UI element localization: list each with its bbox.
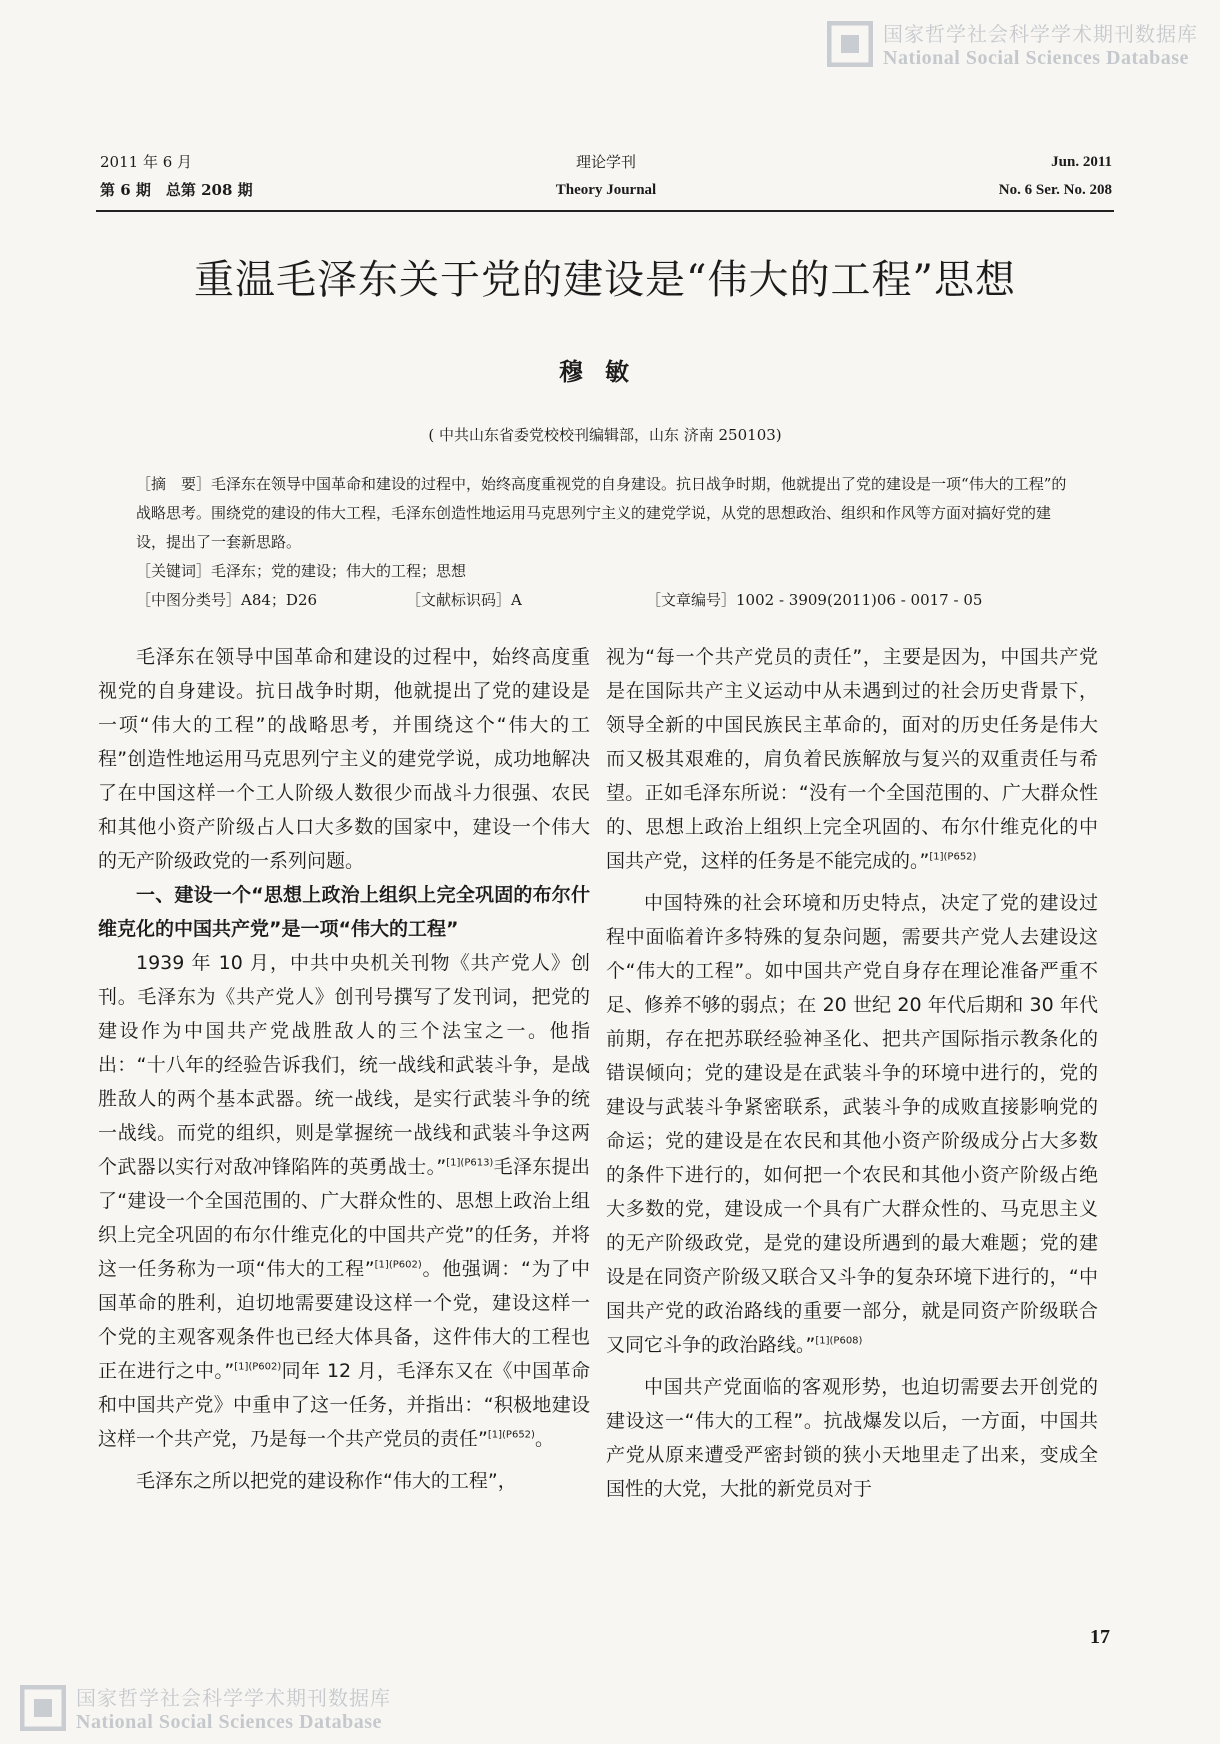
header-rule	[96, 210, 1114, 212]
citation: [1](P602)	[374, 1259, 422, 1271]
class-label: ［中图分类号］	[136, 591, 242, 609]
abstract-paragraph	[136, 470, 1072, 557]
citation: [1](P613)	[446, 1157, 494, 1169]
page-number: 17	[1090, 1626, 1110, 1648]
citation: [1](P608)	[815, 1335, 863, 1347]
header-date: 2011 年 6 月	[100, 153, 193, 171]
keywords-line	[136, 557, 1072, 586]
doc-code	[406, 586, 646, 615]
journal-header	[100, 148, 1112, 210]
doc-value: A	[511, 591, 522, 609]
article-title: 重温毛泽东关于党的建设是“伟大的工程”思想	[194, 257, 1016, 303]
left-p2-part-c: 。他强调：“为了中国革命的胜利，迫切地需要建设这样一个党，建设这样一个党的主观客观条件也已经大体具备，这件伟大的工程也正在进行之中。”	[98, 1258, 591, 1382]
journal-name-cn: 理论学刊	[575, 153, 636, 171]
classification-line	[136, 586, 1072, 615]
class-value: A84；D26	[241, 591, 318, 609]
left-p2-part-b: 毛泽东提出了“建设一个全国范围的、广大群众性的、思想上政治上组织上完全巩固的布尔什维克化的中国共产党”的任务，并将这一任务称为一项“伟大的工程”	[98, 1156, 590, 1280]
article-label: ［文章编号］	[646, 591, 737, 609]
citation: [1](P652)	[929, 851, 977, 863]
right-paragraph-2	[606, 886, 1098, 1362]
left-p2-part-e: 。	[534, 1428, 554, 1450]
article-number	[646, 586, 982, 615]
keywords-value: 毛泽东；党的建设；伟大的工程；思想	[211, 562, 467, 580]
author-affiliation: ( 中共山东省委党校校刊编辑部，山东 济南 250103)	[428, 426, 782, 444]
section-heading-1: 一、建设一个“思想上政治上组织上完全巩固的布尔什维克化的中国共产党”是一项“伟大的工程”	[98, 884, 590, 940]
header-date-en: Jun. 2011	[1051, 154, 1112, 170]
left-column	[98, 640, 590, 1498]
doc-label: ［文献标识码］	[406, 591, 512, 609]
keywords-label: ［关键词］	[136, 562, 212, 580]
journal-name-en: Theory Journal	[555, 182, 657, 198]
left-p2-part-d: 同年 12 月，毛泽东又在《中国革命和中国共产党》中重申了这一任务，并指出：“积极地建设这样一个共产党，乃是每一个共产党员的责任”	[98, 1360, 591, 1450]
abstract-text: 毛泽东在领导中国革命和建设的过程中，始终高度重视党的自身建设。抗日战争时期，他就提出了党的建设是一项“伟大的工程”的战略思考。围绕党的建设的伟大工程，毛泽东创造性地运用马克思列宁主义的建党学说，从党的思想政治、组织和作风等方面对搞好党的建设，提出了一套新思路。	[136, 475, 1067, 551]
left-paragraph-3: 毛泽东之所以把党的建设称作“伟大的工程”，	[136, 1470, 517, 1492]
left-paragraph-1: 毛泽东在领导中国革命和建设的过程中，始终高度重视党的自身建设。抗日战争时期，他就提出了党的建设是一项“伟大的工程”的战略思考，并围绕这个“伟大的工程”创造性地运用马克思列宁主义的建党学说，成功地解决了在中国这样一个工人阶级人数很少而战斗力很强、农民和其他小资产阶级占人口大多数的国家中，建设一个伟大的无产阶级政党的一系列问题。	[98, 646, 590, 872]
right-paragraph-3: 中国共产党面临的客观形势，也迫切需要去开创党的建设这一“伟大的工程”。抗战爆发以后，一方面，中国共产党从原来遭受严密封锁的狭小天地里走了出来，变成全国性的大党，大批的新党员对于	[606, 1376, 1098, 1500]
header-right	[999, 148, 1112, 204]
abstract-label: ［摘 要］	[136, 475, 212, 493]
citation: [1](P602)	[234, 1361, 282, 1373]
article-author: 穆敏	[559, 357, 651, 386]
article-value: 1002 - 3909(2011)06 - 0017 - 05	[736, 591, 983, 609]
right-p1-text: 视为“每一个共产党员的责任”，主要是因为，中国共产党是在国际共产主义运动中从未遇到过的社会历史背景下，领导全新的中国民族民主革命的，面对的历史任务是伟大而又极其艰难的，肩负着民族解放与复兴的双重责任与希望。正如毛泽东所说：“没有一个全国范围的、广大群众性的、思想上政治上组织上完全巩固的、布尔什维克化的中国共产党，这样的任务是不能完成的。”	[606, 646, 1098, 872]
watermark-en: National Social Sciences Database	[76, 1711, 382, 1733]
right-p2-text: 中国特殊的社会环境和历史特点，决定了党的建设过程中面临着许多特殊的复杂问题，需要共产党人去建设这个“伟大的工程”。如中国共产党自身存在理论准备严重不足、修养不够的弱点；在 20 世纪 20 年代后期和 30 年代前期，存在把苏联经验神圣化、把共产国际指示教条化的错误倾向；党的建设是在武装斗争的环境中进行的，党的建设与武装斗争紧密联系，武装斗争的成败直接影响党的命运；党的建设是在农民和其他小资产阶级成分占大多数的条件下进行的，如何把一个农民和其他小资产阶级占绝大多数的党，建设成一个具有广大群众性的、马克思主义的无产阶级政党，是党的建设所遇到的最大难题；党的建设是在同资产阶级又联合又斗争的复杂环境下进行的，“中国共产党的政治路线的重要一部分，就是同资产阶级联合又同它斗争的政治路线。”	[606, 892, 1098, 1356]
left-paragraph-2	[98, 946, 590, 1456]
database-logo-icon	[827, 21, 873, 67]
citation: [1](P652)	[487, 1429, 535, 1441]
header-issue: 第 6 期 总第 208 期	[100, 181, 253, 199]
class-number	[136, 586, 406, 615]
abstract-block	[136, 470, 1072, 615]
header-issue-en: No. 6 Ser. No. 208	[998, 182, 1112, 198]
watermark-cn: 国家哲学社会科学学术期刊数据库	[883, 22, 1198, 46]
watermark-bottom	[20, 1682, 391, 1734]
watermark-top	[827, 18, 1198, 70]
watermark-en: National Social Sciences Database	[883, 47, 1189, 69]
right-paragraph-1	[606, 640, 1098, 878]
left-p2-part-a: 1939 年 10 月，中共中央机关刊物《共产党人》创刊。毛泽东为《共产党人》创刊号撰写了发刊词，把党的建设作为中国共产党战胜敌人的三个法宝之一。他指出：“十八年的经验告诉我们，统一战线和武装斗争，是战胜敌人的两个基本武器。统一战线，是实行武装斗争的统一战线。而党的组织，则是掌握统一战线和武装斗争这两个武器以实行对敌冲锋陷阵的英勇战士。”	[98, 952, 590, 1178]
header-center	[100, 148, 1112, 204]
watermark-cn: 国家哲学社会科学学术期刊数据库	[76, 1686, 391, 1710]
database-logo-icon	[20, 1685, 66, 1731]
right-column	[606, 640, 1098, 1506]
